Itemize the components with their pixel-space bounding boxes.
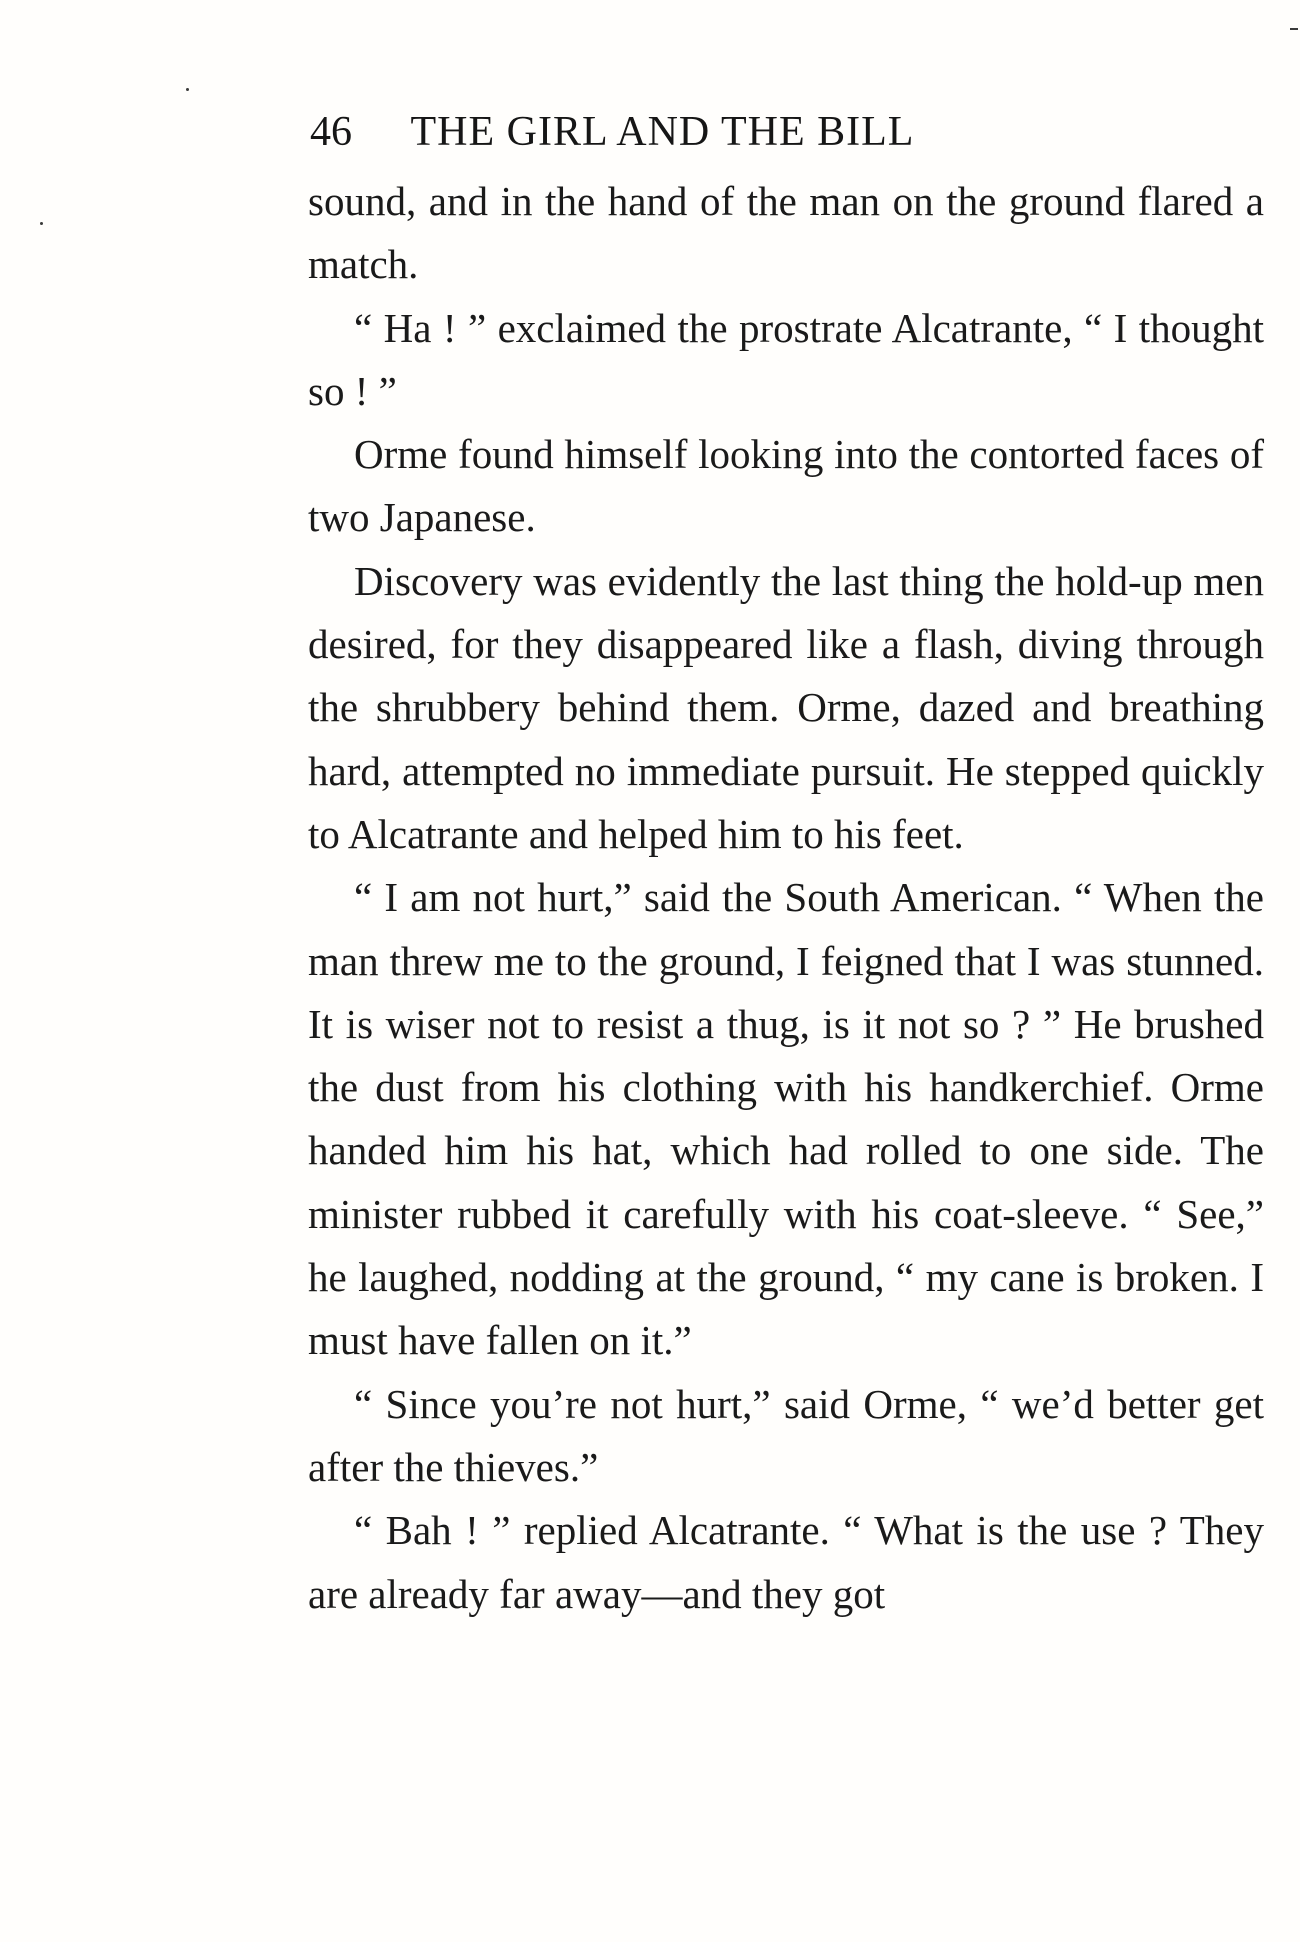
paragraph: Discovery was evidently the last thing the hold-up men desired, for they disappeared like a flash, diving through the shrubbery behind them. Orme, dazed and breathing hard, attempted no immediate pursuit. He stepped quickly to Alcatrante and helped him to his feet.: [308, 557, 1264, 857]
paragraph: “ I am not hurt,” said the South American. “ When the man threw me to the ground, I feigned that I was stunned. It is wiser not to resist a thug, is it not so ? ” He brushed the dust from his clothing with his handkerchief. Orme handed him his hat, which had rolled to one side. The minister rubbed it carefully with his coat-sleeve. “ See,” he laughed, nodding at the ground, “ my cane is broken. I must have fallen on it.”: [308, 874, 1264, 1364]
paper-speck: [1290, 28, 1298, 30]
paragraph: “ Since you’re not hurt,” said Orme, “ we’d better get after the thieves.”: [308, 1380, 1264, 1490]
paragraph: “ Bah ! ” replied Alcatrante. “ What is the use ? They are already far away—and they got: [308, 1507, 1264, 1617]
body-text: [308, 170, 1264, 1626]
paper-speck: [186, 88, 189, 91]
paragraph: sound, and in the hand of the man on the ground flared a match.: [308, 178, 1264, 288]
page-header: [310, 102, 1240, 162]
page-number: 46: [310, 109, 352, 155]
running-title: THE GIRL AND THE BILL: [410, 109, 915, 155]
paper-speck: [40, 222, 43, 225]
paragraph: Orme found himself looking into the contorted faces of two Japanese.: [308, 431, 1264, 541]
paragraph: “ Ha ! ” exclaimed the prostrate Alcatrante, “ I thought so ! ”: [308, 304, 1264, 414]
